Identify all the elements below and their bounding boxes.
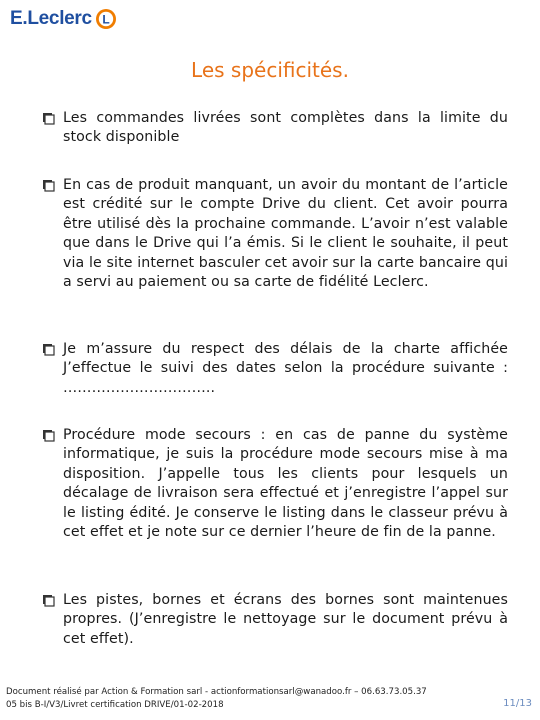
bullet-text: Procédure mode secours : en cas de panne du système informatique, je suis la procédure mode secours mise à ma disposition. J’appelle tous les clients pour lesquels un décalage de livraison sera effectué et j’enregistre l’appel sur le listing édité. Je conserve le listing dans le classeur prévu à cet effet et je note sur ce dernier l’heure de fin de la panne. — [63, 427, 508, 541]
brand-name: E.Leclerc — [10, 8, 92, 29]
bullet-item — [44, 109, 508, 148]
footer — [6, 686, 427, 712]
brand-mark-letter: L — [102, 12, 110, 27]
checkbox-bullet-icon — [42, 112, 55, 125]
bullet-text: En cas de produit manquant, un avoir du montant de l’article est crédité sur le compte Drive du client. Cet avoir pourra être utilisé dès la prochaine commande. L’avoir n’est valable que dans le Drive qui l’a émis. Si le client le souhaite, il peut via le site internet basculer cet avoir sur la carte bancaire qui a servi au paiement ou sa carte de fidélité Leclerc. — [63, 177, 508, 291]
bullet-item — [44, 426, 508, 542]
checkbox-bullet-icon — [42, 594, 55, 607]
bullet-text: Les commandes livrées sont complètes dans la limite du stock disponible — [63, 110, 508, 146]
page-number: 11/13 — [503, 698, 532, 709]
page-title: Les spécificités. — [191, 58, 349, 82]
checkbox-bullet-icon — [42, 343, 55, 356]
bullet-item — [44, 176, 508, 292]
bullet-item — [44, 591, 508, 649]
checkbox-bullet-icon — [42, 179, 55, 192]
bullet-item — [44, 340, 508, 398]
footer-line-1: Document réalisé par Action & Formation sarl - actionformationsarl@wanadoo.fr – 06.63.73.05.37 — [6, 687, 427, 697]
bullet-text: Les pistes, bornes et écrans des bornes sont maintenues propres. (J’enregistre le nettoyage sur le document prévu à cet effet). — [63, 592, 508, 647]
leclerc-logo — [10, 6, 117, 32]
leclerc-mark-icon — [95, 8, 117, 30]
checkbox-bullet-icon — [42, 429, 55, 442]
bullet-text: Je m’assure du respect des délais de la charte affichée J’effectue le suivi des dates selon la procédure suivante : ………………………….. — [63, 341, 508, 396]
footer-line-2: 05 bis B-I/V3/Livret certification DRIVE/01-02-2018 — [6, 700, 224, 710]
